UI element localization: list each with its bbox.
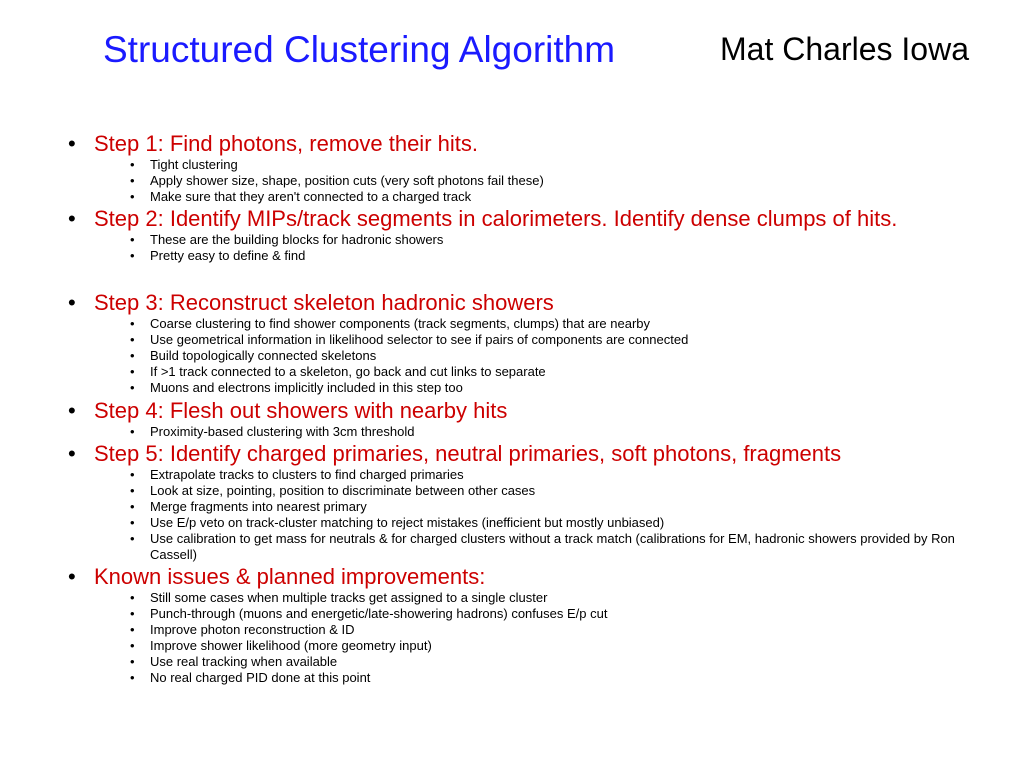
step-2-text: Step 2: Identify MIPs/track segments in calorimeters. Identify dense clumps of hits. [94, 206, 898, 231]
step-1-text: Step 1: Find photons, remove their hits. [94, 131, 478, 156]
bullet-dot-icon: • [130, 189, 135, 204]
slide-title: Structured Clustering Algorithm [103, 29, 616, 70]
known-issues [68, 564, 968, 686]
known-issues-text: Known issues & planned improvements: [94, 564, 486, 589]
step-1-items [126, 157, 968, 205]
step-3-items [126, 316, 968, 396]
list-item: • Merge fragments into nearest primary [130, 499, 367, 514]
step-2 [68, 206, 968, 264]
bullet-dot-icon: • [130, 332, 135, 347]
list-item: • Extrapolate tracks to clusters to find charged primaries [130, 467, 464, 482]
list-item: • Improve photon reconstruction & ID [130, 622, 355, 637]
bullet-dot-icon: • [68, 290, 76, 315]
list-item: • If >1 track connected to a skeleton, go back and cut links to separate [130, 364, 546, 379]
list-item: • Use E/p veto on track-cluster matching to reject mistakes (inefficient but mostly unbiased) [130, 515, 665, 530]
step-5-text: Step 5: Identify charged primaries, neutral primaries, soft photons, fragments [94, 441, 842, 466]
step-4-items [126, 424, 968, 440]
list-item: • Pretty easy to define & find [130, 248, 306, 263]
bullet-dot-icon: • [68, 131, 76, 156]
bullet-dot-icon: • [130, 380, 135, 395]
list-item: • Build topologically connected skeletons [130, 348, 377, 363]
list-item: • No real charged PID done at this point [130, 670, 371, 685]
bullet-dot-icon: • [130, 590, 135, 605]
step-2-items [126, 232, 968, 264]
known-issues-items [126, 590, 968, 686]
bullet-dot-icon: • [130, 424, 135, 439]
list-item: • Use calibration to get mass for neutrals & for charged clusters without a track match (calibrations for EM, hadronic showers provided by Ron Cassell) [130, 531, 955, 562]
list-item: • Muons and electrons implicitly included in this step too [130, 380, 463, 395]
step-1 [68, 131, 968, 205]
bullet-dot-icon: • [130, 483, 135, 498]
bullet-dot-icon: • [130, 232, 135, 247]
list-item: • Still some cases when multiple tracks get assigned to a single cluster [130, 590, 548, 605]
bullet-dot-icon: • [68, 564, 76, 589]
bullet-dot-icon: • [68, 398, 76, 423]
bullet-dot-icon: • [130, 638, 135, 653]
list-item: • Proximity-based clustering with 3cm threshold [130, 424, 415, 439]
step-5-items [126, 467, 968, 563]
list-item: • Apply shower size, shape, position cuts (very soft photons fail these) [130, 173, 544, 188]
step-3-text: Step 3: Reconstruct skeleton hadronic showers [94, 290, 554, 315]
bullet-dot-icon: • [130, 606, 135, 621]
bullet-dot-icon: • [130, 364, 135, 379]
bullet-dot-icon: • [68, 206, 76, 231]
bullet-dot-icon: • [68, 441, 76, 466]
step-4-text: Step 4: Flesh out showers with nearby hits [94, 398, 508, 423]
list-item: • Coarse clustering to find shower components (track segments, clumps) that are nearby [130, 316, 651, 331]
bullet-dot-icon: • [130, 173, 135, 188]
bullet-dot-icon: • [130, 654, 135, 669]
bullet-dot-icon: • [130, 467, 135, 482]
author-affiliation: Mat Charles Iowa [720, 31, 969, 67]
list-item: • Tight clustering [130, 157, 238, 172]
step-5 [68, 441, 968, 563]
list-item: • These are the building blocks for hadronic showers [130, 232, 444, 247]
list-item: • Use geometrical information in likelihood selector to see if pairs of components are connected [130, 332, 689, 347]
bullet-dot-icon: • [130, 499, 135, 514]
bullet-dot-icon: • [130, 515, 135, 530]
bullet-dot-icon: • [130, 348, 135, 363]
bullet-dot-icon: • [130, 248, 135, 263]
bullet-dot-icon: • [130, 531, 135, 546]
step-4 [68, 398, 968, 440]
list-item: • Use real tracking when available [130, 654, 338, 669]
list-item: • Improve shower likelihood (more geometry input) [130, 638, 432, 653]
bullet-dot-icon: • [130, 670, 135, 685]
bullet-dot-icon: • [130, 622, 135, 637]
list-item: • Punch-through (muons and energetic/late-showering hadrons) confuses E/p cut [130, 606, 608, 621]
bullet-dot-icon: • [130, 316, 135, 331]
step-3 [68, 290, 968, 396]
list-item: • Make sure that they aren't connected to a charged track [130, 189, 472, 204]
bullet-dot-icon: • [130, 157, 135, 172]
list-item: • Look at size, pointing, position to discriminate between other cases [130, 483, 536, 498]
